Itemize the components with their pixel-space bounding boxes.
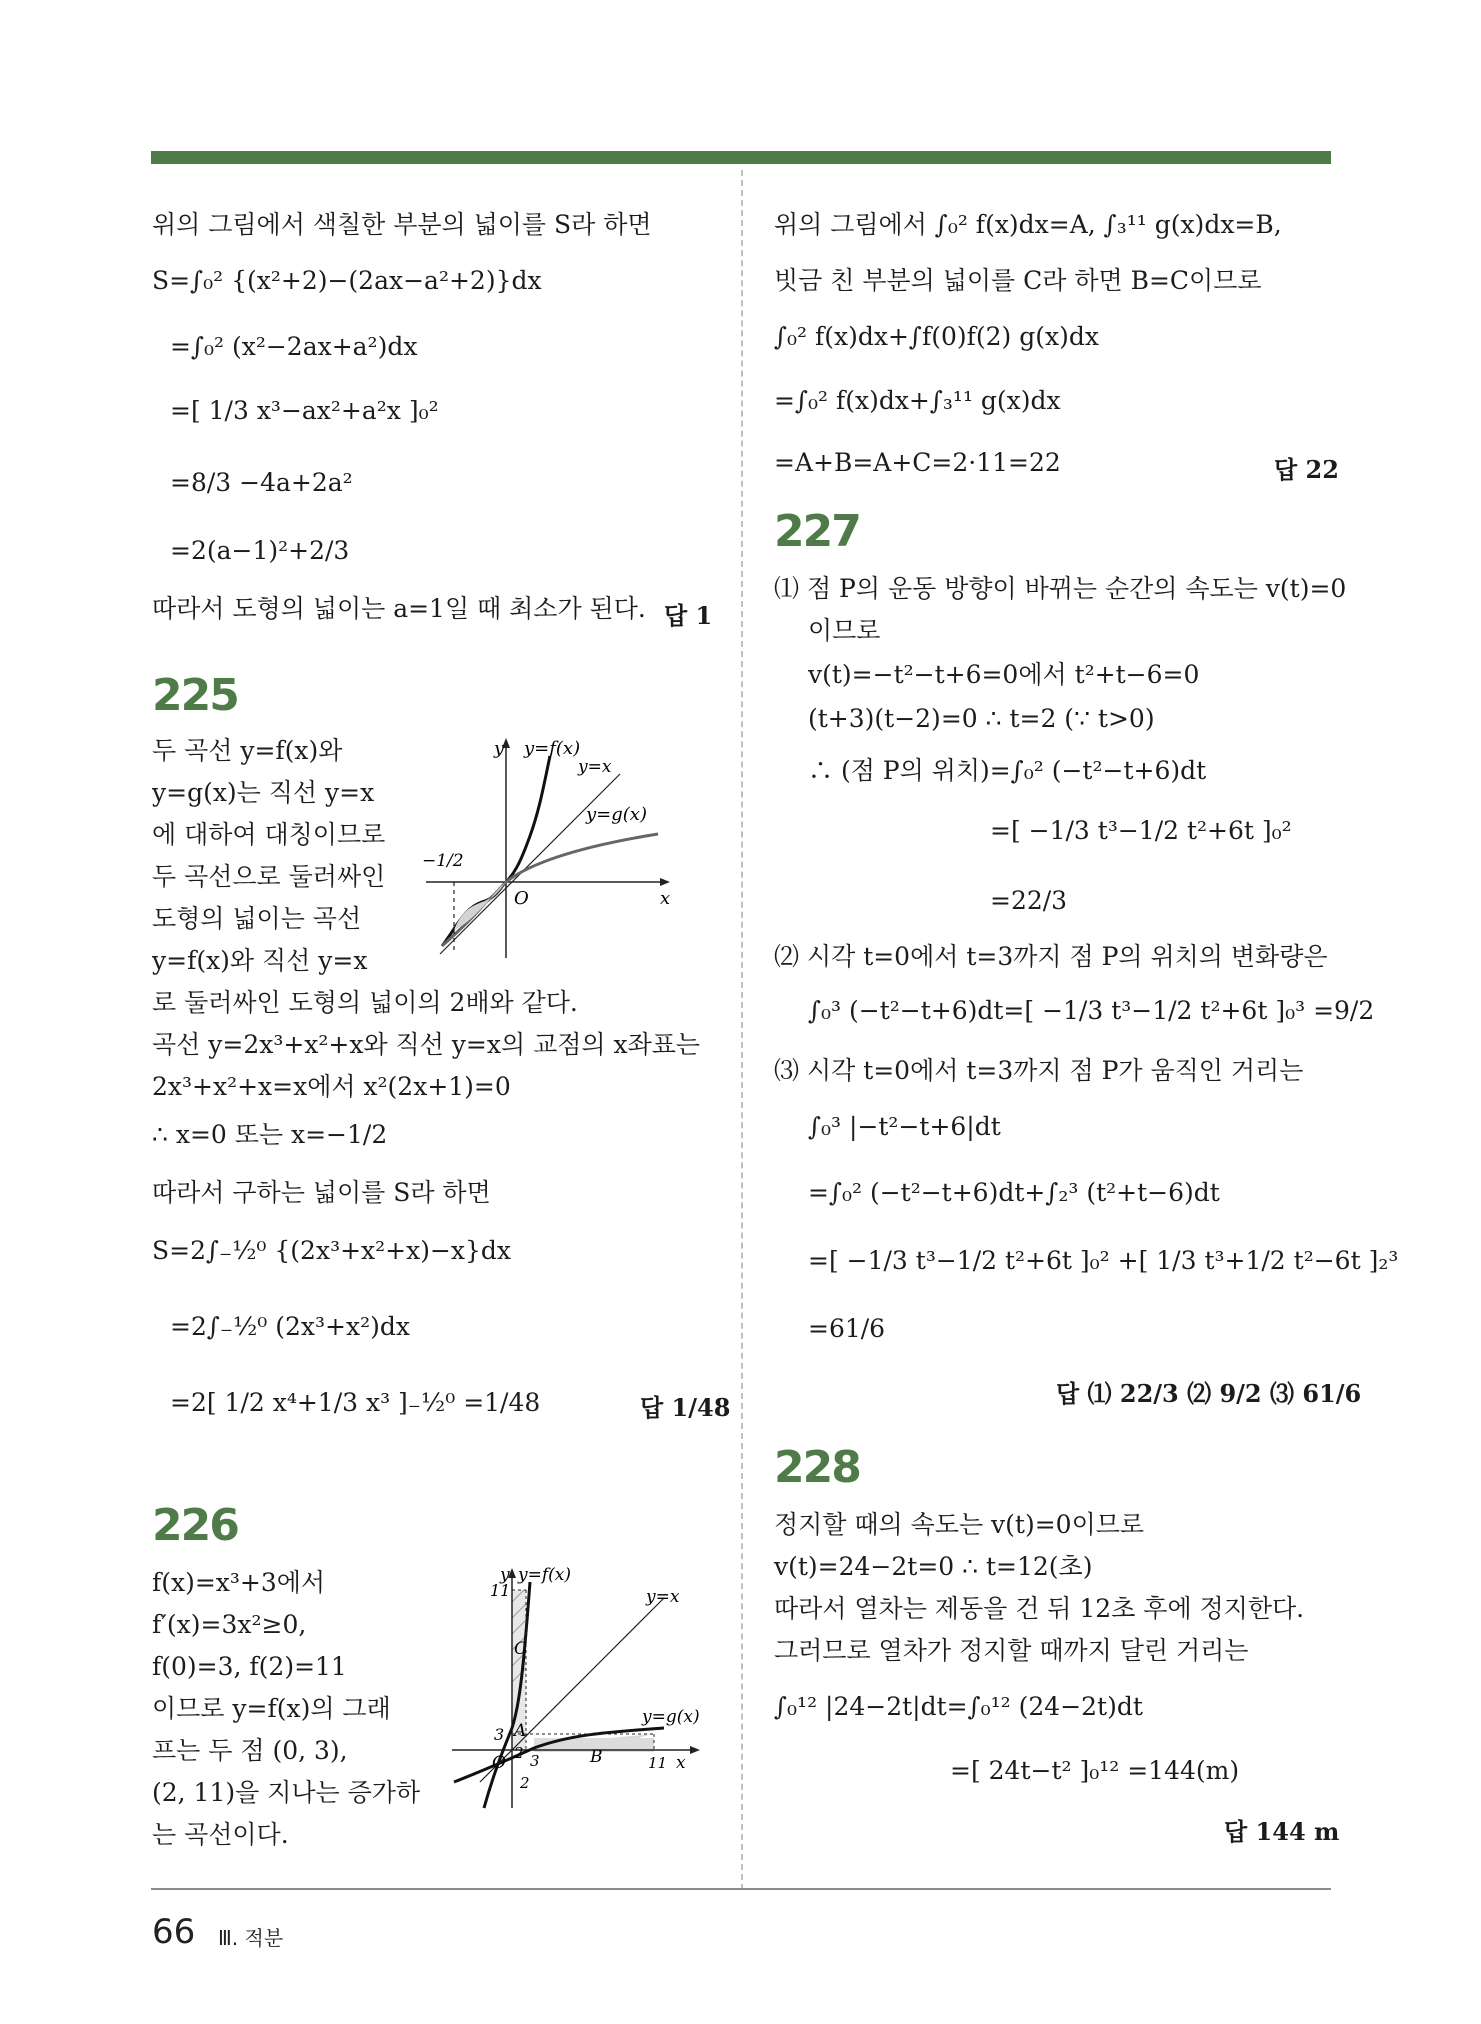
problem-number: 225	[152, 670, 238, 721]
text-line: 두 곡선 y=f(x)와	[152, 736, 343, 765]
fig-label: 2	[514, 1744, 524, 1762]
equation: =8/3 −4a+2a²	[170, 468, 353, 497]
page-number: 66	[152, 1912, 196, 1952]
equation: =A+B=A+C=2·11=22	[774, 448, 1061, 477]
answer: 답 1/48	[640, 1393, 731, 1422]
fig-label: x	[660, 888, 671, 909]
fig-label: B	[590, 1747, 603, 1767]
text-line: 위의 그림에서 색칠한 부분의 넓이를 S라 하면	[152, 210, 652, 239]
equation: S=∫₀² {(x²+2)−(2ax−a²+2)}dx	[152, 266, 542, 295]
problem-number: 226	[152, 1500, 238, 1551]
text-line: y=g(x)는 직선 y=x	[152, 778, 375, 807]
fig-label: y=g(x)	[642, 1707, 700, 1727]
text-line: 는 곡선이다.	[152, 1820, 289, 1849]
text-line: y=f(x)와 직선 y=x	[152, 946, 368, 975]
equation: =2[ 1/2 x⁴+1/3 x³ ]₋½⁰ =1/48	[170, 1388, 541, 1417]
fig-label: −1/2	[422, 851, 464, 871]
equation: S=2∫₋½⁰ {(2x³+x²+x)−x}dx	[152, 1236, 512, 1265]
column-divider	[741, 170, 743, 1890]
text-line: 따라서 구하는 넓이를 S라 하면	[152, 1178, 491, 1207]
text-line: f′(x)=3x²≥0,	[152, 1610, 307, 1639]
text-line: ∴ x=0 또는 x=−1/2	[152, 1120, 388, 1149]
text-line: 에 대하여 대칭이므로	[152, 820, 386, 849]
equation: (t+3)(t−2)=0 ∴ t=2 (∵ t>0)	[808, 704, 1155, 733]
text-line: 이므로 y=f(x)의 그래	[152, 1694, 391, 1723]
problem-number: 228	[774, 1442, 860, 1493]
equation: ∫₀³ |−t²−t+6|dt	[808, 1112, 1001, 1141]
fig-label: O	[492, 1753, 506, 1773]
fig-label: 2	[520, 1774, 530, 1792]
text-line: 두 곡선으로 둘러싸인	[152, 862, 386, 891]
equation: =∫₀² (−t²−t+6)dt+∫₂³ (t²+t−6)dt	[808, 1178, 1220, 1207]
fig-label: C	[514, 1639, 528, 1659]
fig-label: 3	[530, 1752, 540, 1770]
text-line: 정지할 때의 속도는 v(t)=0이므로	[774, 1510, 1145, 1539]
text-line: 이므로	[808, 616, 881, 645]
text-line: 그러므로 열차가 정지할 때까지 달린 거리는	[774, 1636, 1249, 1665]
problem-number: 227	[774, 506, 860, 557]
figure-226	[450, 1562, 712, 1812]
chapter-title: Ⅲ. 적분	[218, 1926, 284, 1950]
fig-label: y=f(x)	[524, 738, 581, 759]
equation: =61/6	[808, 1314, 886, 1343]
text-line: 도형의 넓이는 곡선	[152, 904, 362, 933]
equation: ∴ (점 P의 위치)=∫₀² (−t²−t+6)dt	[808, 756, 1207, 785]
figure-225	[420, 732, 712, 962]
answer: 답 144 m	[1224, 1817, 1340, 1846]
text-line: ⑶ 시각 t=0에서 t=3까지 점 P가 움직인 거리는	[774, 1056, 1304, 1085]
equation: ∫₀¹² |24−2t|dt=∫₀¹² (24−2t)dt	[774, 1692, 1143, 1721]
top-accent-bar	[151, 151, 1331, 164]
equation: =[ −1/3 t³−1/2 t²+6t ]₀² +[ 1/3 t³+1/2 t²−6t ]₂³	[808, 1246, 1399, 1275]
text-line: 프는 두 점 (0, 3),	[152, 1736, 348, 1765]
equation: v(t)=24−2t=0 ∴ t=12(초)	[774, 1552, 1093, 1581]
fig-label: y=f(x)	[518, 1565, 571, 1585]
text-line: ⑴ 점 P의 운동 방향이 바뀌는 순간의 속도는 v(t)=0	[774, 574, 1347, 603]
text-line: 빗금 친 부분의 넓이를 C라 하면 B=C이므로	[774, 266, 1262, 295]
equation: =[ 1/3 x³−ax²+a²x ]₀²	[170, 396, 439, 425]
fig-label: 11	[490, 1581, 511, 1600]
fig-label: y=x	[646, 1587, 680, 1607]
equation: =2∫₋½⁰ (2x³+x²)dx	[170, 1312, 410, 1341]
equation: v(t)=−t²−t+6=0에서 t²+t−6=0	[808, 660, 1200, 689]
fig-label: y	[500, 1565, 510, 1585]
fig-label: 11	[648, 1754, 668, 1772]
text-line: ⑵ 시각 t=0에서 t=3까지 점 P의 위치의 변화량은	[774, 942, 1328, 971]
equation: =[ 24t−t² ]₀¹² =144(m)	[950, 1756, 1240, 1785]
text-line: (2, 11)을 지나는 증가하	[152, 1778, 421, 1807]
equation: =∫₀² f(x)dx+∫₃¹¹ g(x)dx	[774, 386, 1061, 415]
equation: ∫₀² f(x)dx+∫f(0)f(2) g(x)dx	[774, 322, 1099, 351]
fig-label: 3	[494, 1725, 505, 1744]
equation: =∫₀² (x²−2ax+a²)dx	[170, 332, 418, 361]
text-line: 2x³+x²+x=x에서 x²(2x+1)=0	[152, 1072, 511, 1101]
fig-label: y=x	[578, 757, 612, 777]
fig-label: A	[514, 1721, 527, 1741]
footer-rule	[151, 1888, 1331, 1890]
equation: =2(a−1)²+2/3	[170, 536, 350, 565]
equation: 위의 그림에서 ∫₀² f(x)dx=A, ∫₃¹¹ g(x)dx=B,	[774, 210, 1282, 239]
equation: =[ −1/3 t³−1/2 t²+6t ]₀²	[990, 816, 1292, 845]
equation: =22/3	[990, 886, 1068, 915]
answer: 답 ⑴ 22/3 ⑵ 9/2 ⑶ 61/6	[1056, 1379, 1362, 1408]
text-line: f(0)=3, f(2)=11	[152, 1652, 347, 1681]
text-line: 따라서 열차는 제동을 건 뒤 12초 후에 정지한다.	[774, 1594, 1305, 1623]
equation: ∫₀³ (−t²−t+6)dt=[ −1/3 t³−1/2 t²+6t ]₀³ =9/2	[808, 996, 1375, 1025]
text-line: f(x)=x³+3에서	[152, 1568, 326, 1597]
text-line: 따라서 도형의 넓이는 a=1일 때 최소가 된다.	[152, 594, 646, 623]
text-line: 로 둘러싸인 도형의 넓이의 2배와 같다.	[152, 988, 578, 1017]
text-line: 곡선 y=2x³+x²+x와 직선 y=x의 교점의 x좌표는	[152, 1030, 701, 1059]
fig-label: y	[494, 738, 505, 759]
answer: 답 22	[1274, 455, 1339, 484]
answer: 답 1	[664, 601, 713, 630]
fig-label: x	[676, 1753, 686, 1773]
fig-label: O	[514, 888, 529, 909]
fig-label: y=g(x)	[586, 804, 647, 825]
